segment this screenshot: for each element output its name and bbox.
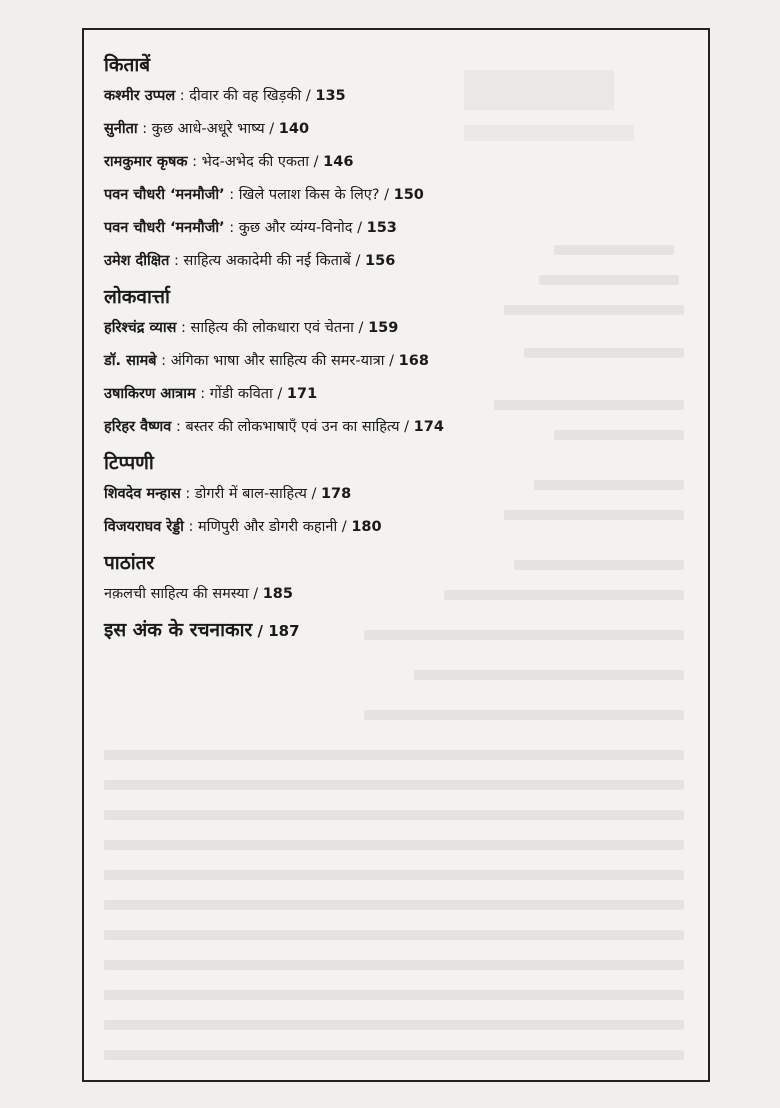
section-tippani	[104, 450, 694, 538]
entry-page: 153	[366, 220, 397, 236]
entry-title: साहित्य की लोकधारा एवं चेतना	[190, 320, 354, 336]
entry-title: कुछ और व्यंग्य-विनोद	[238, 220, 353, 236]
contributors-title: इस अंक के रचनाकार	[104, 619, 253, 641]
section-title: टिप्पणी	[104, 452, 154, 474]
entry-author: शिवदेव मन्हास	[104, 486, 181, 502]
contents-entry	[104, 417, 694, 438]
entry-title: कुछ आधे-अधूरे भाष्य	[151, 121, 265, 137]
entry-title: दीवार की वह खिड़की	[189, 88, 302, 104]
entry-author: कश्मीर उप्पल	[104, 88, 176, 104]
entry-separator: :	[137, 121, 152, 137]
page-separator: /	[337, 519, 352, 535]
entry-title: साहित्य अकादेमी की नई किताबें	[183, 253, 351, 269]
entry-separator: :	[156, 353, 171, 369]
contents-entry	[104, 351, 694, 372]
entry-separator: :	[169, 253, 184, 269]
entry-author: डॉ. सामबे	[104, 353, 157, 369]
entry-separator: :	[183, 519, 199, 535]
contents-entry	[104, 185, 694, 206]
entry-page: 171	[286, 386, 318, 402]
entry-separator: :	[224, 187, 239, 203]
entry-separator: :	[187, 154, 202, 170]
contents-entry	[104, 484, 694, 505]
entry-author: पवन चौधरी ‘मनमौजी’	[104, 187, 225, 203]
page-separator: /	[379, 187, 394, 203]
entry-author: रामकुमार कृषक	[104, 154, 188, 170]
section-title: पाठांतर	[104, 552, 155, 574]
entry-title: डोगरी में बाल-साहित्य	[194, 486, 307, 502]
entry-page: 174	[413, 419, 444, 435]
page-separator: /	[301, 88, 316, 104]
contributors-page: 187	[268, 622, 300, 640]
entry-page: 156	[365, 253, 396, 269]
entry-page: 159	[368, 320, 399, 336]
entry-author: उषाकिरण आत्राम	[104, 386, 196, 402]
entry-author: हरिश्चंद्र व्यास	[104, 320, 177, 336]
page-separator: /	[264, 121, 279, 137]
section-lokvarta	[104, 284, 694, 438]
entry-author: विजयराघव रेड्डी	[104, 519, 184, 535]
entry-page: 135	[315, 88, 346, 104]
entry-author: सुनीता	[104, 121, 138, 137]
page-separator: /	[252, 622, 269, 640]
entry-separator: :	[175, 88, 190, 104]
contents-entry	[104, 384, 694, 405]
entry-title: गोंडी कविता	[209, 386, 273, 402]
page-separator: /	[352, 220, 367, 236]
section-kitaben	[104, 52, 694, 272]
page-separator: /	[399, 419, 414, 435]
contents-entry	[104, 251, 694, 272]
entry-page: 146	[323, 154, 354, 170]
entry-page: 178	[320, 486, 352, 502]
page-frame	[82, 28, 710, 1082]
contents-entry	[104, 218, 694, 239]
contents-entry	[104, 584, 694, 605]
entry-title: खिले पलाश किस के लिए?	[238, 187, 380, 203]
contents-list	[104, 52, 694, 644]
entry-title: भेद-अभेद की एकता	[201, 154, 310, 170]
entry-title: मणिपुरी और डोगरी कहानी	[198, 519, 338, 535]
entry-title: अंगिका भाषा और साहित्य की समर-यात्रा	[170, 353, 385, 369]
entry-separator: :	[180, 486, 195, 502]
entry-title: नक़लची साहित्य की समस्या	[104, 586, 249, 602]
page-separator: /	[272, 386, 287, 402]
section-title: किताबें	[104, 54, 151, 76]
page-separator: /	[309, 154, 324, 170]
contents-entry	[104, 517, 694, 538]
contributors-entry	[104, 617, 694, 644]
entry-separator: :	[195, 386, 210, 402]
contents-entry	[104, 86, 694, 107]
entry-page: 180	[351, 519, 382, 535]
entry-separator: :	[176, 320, 191, 336]
page-separator: /	[350, 253, 366, 269]
section-pathantar	[104, 550, 694, 605]
entry-page: 150	[393, 187, 424, 203]
entry-separator: :	[171, 419, 186, 435]
page-separator: /	[306, 486, 321, 502]
contents-entry	[104, 119, 694, 140]
entry-author: उमेश दीक्षित	[104, 253, 170, 269]
entry-separator: :	[224, 220, 239, 236]
entry-author: हरिहर वैष्णव	[104, 419, 172, 435]
page-separator: /	[248, 586, 263, 602]
entry-page: 140	[278, 121, 310, 137]
entry-title: बस्तर की लोकभाषाएँ एवं उन का साहित्य	[185, 419, 400, 435]
contents-entry	[104, 152, 694, 173]
contents-entry	[104, 318, 694, 339]
entry-author: पवन चौधरी ‘मनमौजी’	[104, 220, 225, 236]
page-separator: /	[384, 353, 399, 369]
entry-page: 185	[262, 586, 293, 602]
section-title: लोकवार्त्ता	[104, 286, 170, 308]
page-separator: /	[353, 320, 369, 336]
entry-page: 168	[398, 353, 429, 369]
